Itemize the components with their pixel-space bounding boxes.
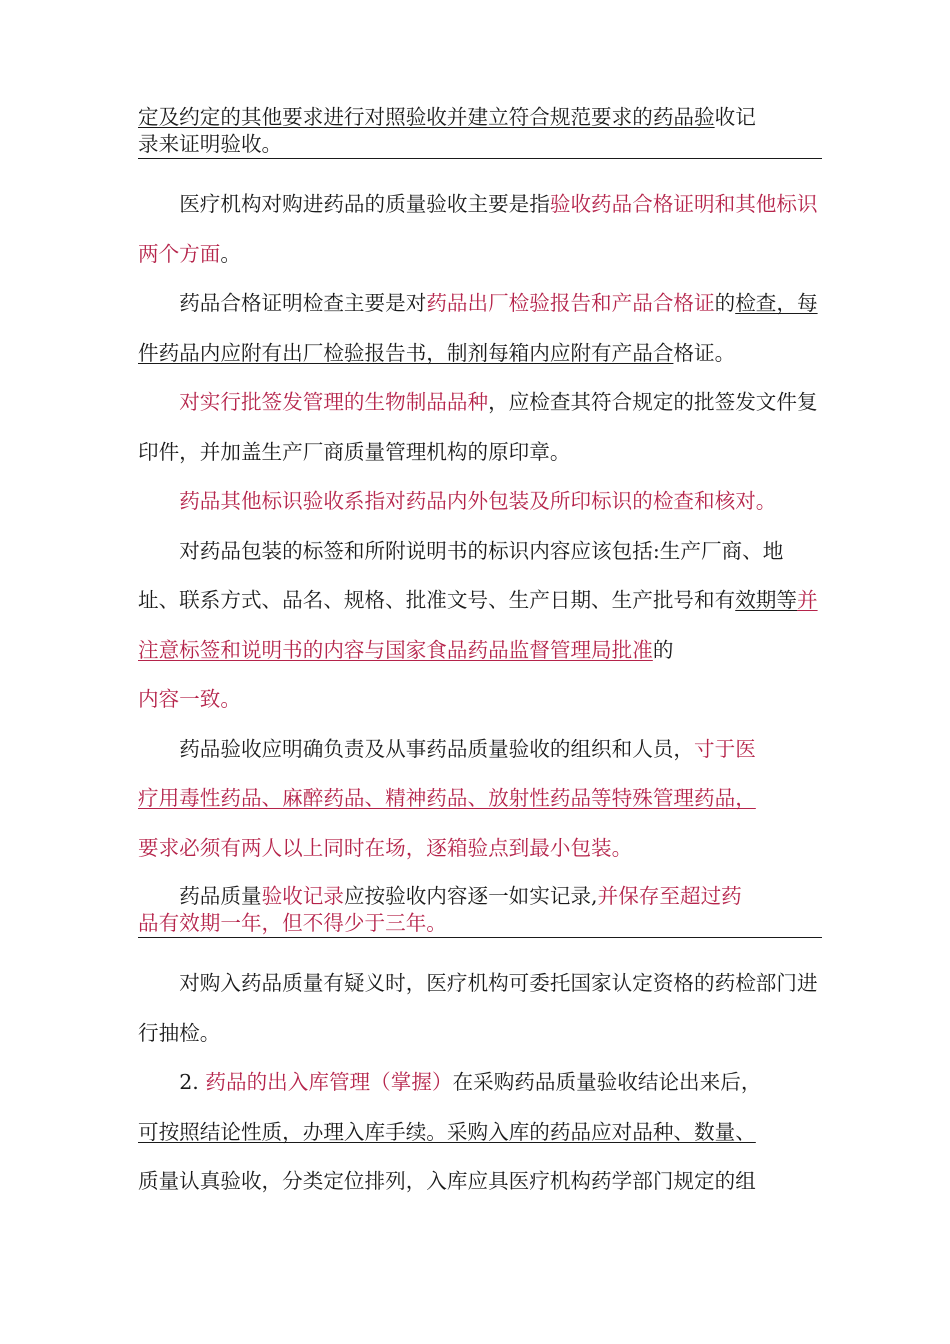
paragraph-7 <box>138 725 822 874</box>
paragraph-5 <box>138 477 822 527</box>
text: 录来证明验收。 <box>138 132 283 156</box>
document-page <box>138 104 822 1207</box>
text: 对药品包装的标签和所附说明书的标识内容应该包括:生产厂商、地址、联系方式、品名、规格、批准文号、生产日期、生产批号和有 <box>138 538 784 612</box>
section-heading: 药品的出入库管理（掌握） <box>205 1070 453 1094</box>
text: 药品合格证明检查主要是对 <box>179 291 427 315</box>
highlighted-text: 药品其他标识验收系指对药品内外包装及所印标识的检查和核对。 <box>179 489 777 513</box>
text: 在采购药品质量验收结论出来后， <box>452 1070 762 1094</box>
text: 2. <box>179 1070 206 1094</box>
highlighted-underlined-text: 并注意标签和说明书的内容与国家食品药品监督管理局批准 <box>138 588 818 662</box>
underlined-text: 定及约定的其他要求进行对照验收并建立符合规范要求的药品验 <box>138 105 715 129</box>
underlined-text: 检查，每件药品内应附有出厂检验报告书，制剂每箱内应附有产品合 <box>138 291 818 365</box>
text: 药品验收应明确负责及从事药品质量验收的组织和人员， <box>179 736 695 761</box>
text: 药品质量 <box>179 884 262 908</box>
text: 收记 <box>714 105 756 129</box>
highlighted-text: 品有效期一年，但不得少于三年。 <box>138 911 447 935</box>
underlined-text: 可按照结论性质，办理入库手续。采购入库的药品应对品种、数量、 <box>138 1119 756 1144</box>
paragraph-6 <box>138 527 822 725</box>
text: 对购入药品质量有疑义时，医疗机构可委托国家认定资格的药检部门进行抽检。 <box>138 971 818 1045</box>
highlighted-text: 内容一致。 <box>138 687 241 711</box>
highlighted-text: 药品出厂检验报告和产品合格证 <box>426 291 715 315</box>
underlined-text: 效期等 <box>735 588 797 612</box>
highlighted-text: 验收记录 <box>261 884 344 908</box>
text: 的 <box>714 291 736 315</box>
highlighted-text: 对实行批签发管理的生物制品品种 <box>179 390 489 414</box>
text: 的 <box>652 637 674 662</box>
paragraph-2 <box>138 180 822 279</box>
text: 质量认真验收，分类定位排列，入库应具医疗机构药学部门规定的组 <box>138 1169 756 1193</box>
highlighted-text: 验收药品合格证明和其他标识两个方面 <box>138 192 818 266</box>
paragraph-10 <box>138 1058 822 1207</box>
paragraph-4 <box>138 378 822 477</box>
text: 格证。 <box>673 340 736 365</box>
paragraph-1 <box>138 104 822 158</box>
paragraph-8 <box>138 883 822 937</box>
text: 医疗机构对购进药品的质量验收主要是指 <box>179 192 550 216</box>
paragraph-3 <box>138 279 822 378</box>
text: 应按验收内容逐一如实记录, <box>343 884 598 908</box>
text: 。 <box>220 241 241 266</box>
paragraph-9 <box>138 959 822 1058</box>
text: ，应检查其符合规定的批签发文件复印件，并加盖生产厂商质量管理机构的原印章。 <box>138 390 818 464</box>
highlighted-underlined-text: 疗用毒性药品、麻醉药品、精神药品、放射性药品等特殊管理药品， <box>138 786 756 810</box>
highlighted-text: 并保存至超过药 <box>597 884 742 908</box>
highlighted-text: 要求必须有两人以上同时在场，逐箱验点到最小包装。 <box>138 835 633 860</box>
highlighted-text: 寸于医 <box>694 736 756 761</box>
